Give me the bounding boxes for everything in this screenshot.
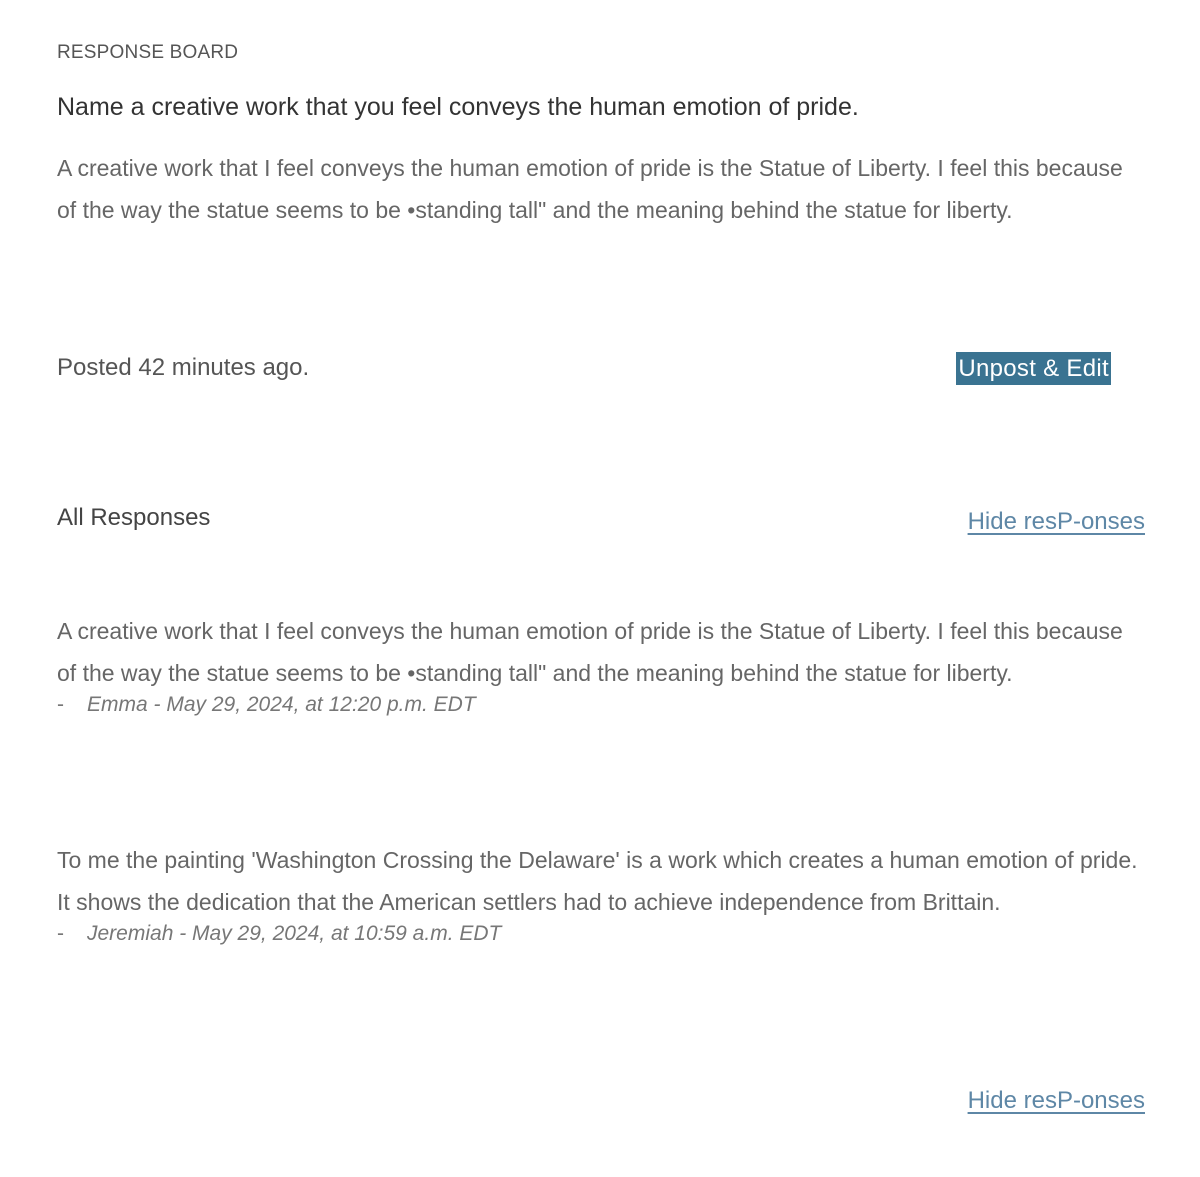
response-text: To me the painting 'Washington Crossing the Delaware' is a work which creates a human emotion of pride. It shows the dedication that the American settlers had to achieve independence from Brittain. [57,847,1138,915]
question-prompt: Name a creative work that you feel conveys the human emotion of pride. [57,93,859,121]
meta-dash: - [57,693,64,716]
response-meta [57,690,1142,720]
my-response-text: A creative work that I feel conveys the human emotion of pride is the Statue of Liberty. I feel this because of the way the statue seems to be •standing tall" and the meaning behind the statue for liberty. [57,155,1123,223]
response-author-date: Jeremiah - May 29, 2024, at 10:59 a.m. EDT [87,922,502,945]
response-author-date: Emma - May 29, 2024, at 12:20 p.m. EDT [87,693,476,716]
response-text: A creative work that I feel conveys the human emotion of pride is the Statue of Liberty. I feel this because of the way the statue seems to be •standing tall" and the meaning behind the statue for liberty. [57,618,1123,686]
unpost-edit-button[interactable]: Unpost & Edit [956,352,1111,385]
hide-responses-link-bottom[interactable]: Hide resP-onses [967,1087,1145,1114]
response-meta [57,919,1142,949]
all-responses-title: All Responses [57,504,211,531]
response-item [57,839,1142,949]
posted-status: Posted 42 minutes ago. [57,354,310,381]
hide-responses-link-top[interactable]: Hide resP-onses [967,508,1145,535]
bottom-link-row [57,1083,1145,1119]
posted-row [57,352,1117,392]
board-label: RESPONSE BOARD [57,42,239,63]
meta-dash: - [57,922,64,945]
response-item [57,610,1142,720]
all-responses-header [57,504,1145,540]
